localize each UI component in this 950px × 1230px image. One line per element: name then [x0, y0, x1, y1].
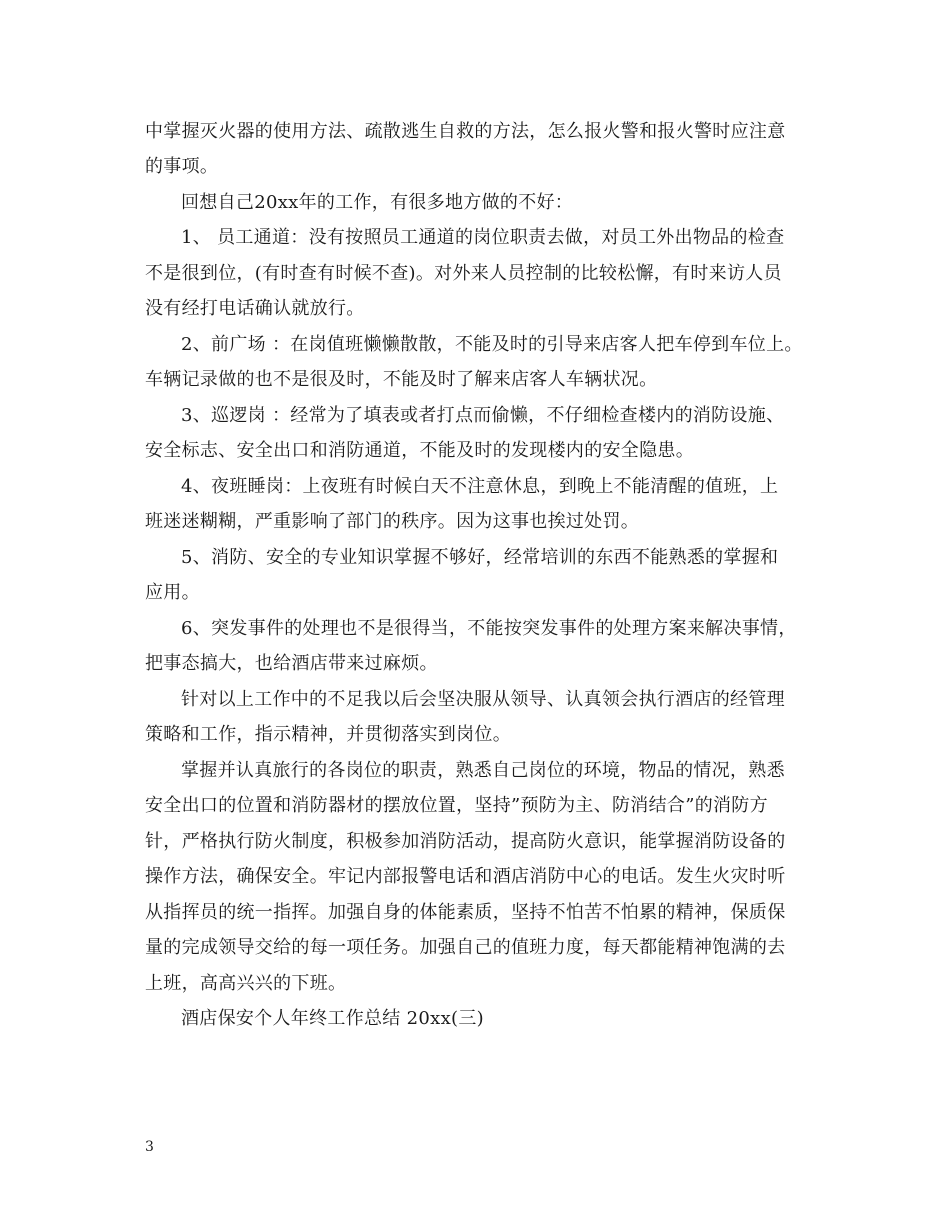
text-line: 没有经打电话确认就放行。: [145, 298, 365, 319]
text-line: 中掌握灭火器的使用方法、疏散逃生自救的方法，怎么报火警和报火警时应注意: [145, 121, 786, 142]
text-line: 3、巡逻岗 ：经常为了填表或者打点而偷懒，不仔细检查楼内的消防设施、: [181, 405, 785, 426]
text-line: 上班，高高兴兴的下班。: [145, 973, 347, 994]
text-line: 6、突发事件的处理也不是很得当，不能按突发事件的处理方案来解决事情，: [181, 618, 797, 639]
page-number: 3: [145, 1139, 154, 1155]
text-line: 2、前广场 ：在岗值班懒懒散散，不能及时的引导来店客人把车停到车位上。: [181, 334, 803, 355]
text-line: 策略和工作，指示精神，并贯彻落实到岗位。: [145, 724, 511, 745]
text-line: 针对以上工作中的不足我以后会坚决服从领导、认真领会执行酒店的经管理: [181, 689, 785, 710]
text-line: 把事态搞大，也给酒店带来过麻烦。: [145, 653, 438, 674]
text-line: 应用。: [145, 582, 200, 603]
text-line: 从指挥员的统一指挥。加强自身的体能素质，坚持不怕苦不怕累的精神，保质保: [145, 902, 786, 923]
text-line: 量的完成领导交给的每一项任务。加强自己的值班力度，每天都能精神饱满的去: [145, 937, 786, 958]
text-line: 班迷迷糊糊，严重影响了部门的秩序。因为这事也挨过处罚。: [145, 511, 640, 532]
text-line: 回想自己20xx年的工作，有很多地方做的不好：: [181, 192, 574, 213]
section-heading: 酒店保安个人年终工作总结 20xx(三): [181, 1008, 484, 1029]
text-line: 针，严格执行防火制度，积极参加消防活动，提高防火意识，能掌握消防设备的: [145, 831, 786, 852]
text-line: 掌握并认真旅行的各岗位的职责，熟悉自己岗位的环境，物品的情况，熟悉: [181, 760, 785, 781]
text-line: 操作方法，确保安全。牢记内部报警电话和酒店消防中心的电话。发生火灾时听: [145, 866, 786, 887]
text-line: 安全出口的位置和消防器材的摆放位置，坚持”预防为主、防消结合”的消防方: [145, 795, 768, 816]
text-line: 安全标志、安全出口和消防通道，不能及时的发现楼内的安全隐患。: [145, 440, 694, 461]
text-line: 车辆记录做的也不是很及时，不能及时了解来店客人车辆状况。: [145, 369, 658, 390]
text-line: 的事项。: [145, 156, 219, 177]
text-line: 5、消防、安全的专业知识掌握不够好，经常培训的东西不能熟悉的掌握和: [181, 547, 779, 568]
text-line: 4、夜班睡岗：上夜班有时候白天不注意休息，到晚上不能清醒的值班，上: [181, 476, 779, 497]
text-line: 1、 员工通道：没有按照员工通道的岗位职责去做，对员工外出物品的检查: [181, 227, 785, 248]
text-line: 不是很到位，(有时查有时候不查)。对外来人员控制的比较松懈，有时来访人员: [145, 263, 782, 284]
